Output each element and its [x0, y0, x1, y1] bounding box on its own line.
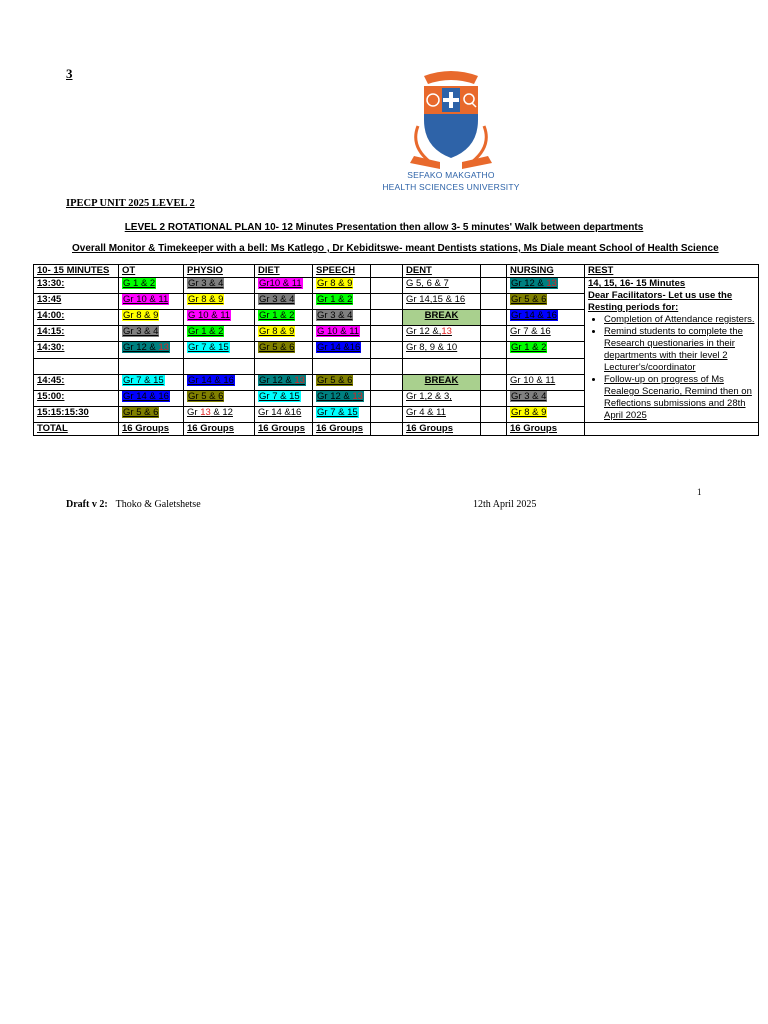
rest-duration: 14, 15, 16- 15 Minutes	[588, 278, 686, 289]
group-label: Gr 1 & 2	[259, 310, 295, 322]
group-cell	[403, 342, 481, 358]
group-number-red: 13	[158, 342, 169, 354]
rotation-table-body	[34, 265, 759, 436]
group-label: Gr 12 & 13	[123, 342, 169, 354]
group-cell	[481, 390, 507, 406]
group-cell	[119, 278, 184, 294]
group-label: G 1 & 2	[123, 278, 156, 289]
group-cell	[403, 390, 481, 406]
group-cell	[507, 374, 585, 390]
group-cell	[371, 342, 403, 358]
group-number-red: 13	[352, 390, 363, 402]
rest-bullet: • Follow-up on progress of Ms Realego Scenario, Remind then on Reflections submissions and 28th April 2025	[604, 374, 755, 422]
logo-text-line1: SEFAKO MAKGATHO	[407, 170, 495, 180]
time-cell: 15:00:	[34, 390, 119, 406]
group-cell	[403, 406, 481, 422]
group-label: Gr 8 & 9	[188, 294, 224, 306]
group-cell	[255, 406, 313, 422]
group-cell	[481, 326, 507, 342]
unit-title: IPECP UNIT 2025 LEVEL 2	[66, 198, 195, 209]
total-cell: 16 Groups	[184, 423, 255, 436]
group-label: Gr 7 & 15	[317, 406, 358, 418]
group-cell	[313, 390, 371, 406]
time-cell: 13:30:	[34, 278, 119, 294]
group-cell	[371, 278, 403, 294]
group-label: Gr10 & 11	[259, 278, 302, 289]
group-cell	[507, 294, 585, 310]
group-cell	[481, 374, 507, 390]
group-label: Gr 14 &16	[258, 406, 302, 418]
group-label: Gr 12 & 13	[259, 374, 305, 386]
group-cell	[313, 294, 371, 310]
group-label: G 5, 6 & 7	[406, 278, 449, 289]
plan-title: LEVEL 2 ROTATIONAL PLAN 10- 12 Minutes Presentation then allow 3- 5 minutes' Walk between departments	[124, 222, 644, 233]
group-cell	[403, 326, 481, 342]
group-cell	[119, 310, 184, 326]
time-cell: 14:00:	[34, 310, 119, 326]
group-cell	[119, 294, 184, 310]
group-cell	[255, 374, 313, 390]
group-label: Gr 10 & 11	[123, 294, 169, 306]
time-cell: 15:15:15:30	[34, 406, 119, 422]
group-label: Gr 5 & 6	[511, 294, 547, 306]
group-cell	[507, 390, 585, 406]
group-cell	[184, 390, 255, 406]
total-cell: 16 Groups	[507, 423, 585, 436]
group-cell	[507, 310, 585, 326]
group-cell	[371, 326, 403, 342]
group-cell: BREAK	[403, 374, 481, 390]
draft-date: 12th April 2025	[473, 499, 537, 510]
group-cell: BREAK	[403, 310, 481, 326]
rest-notes	[585, 278, 759, 423]
group-cell	[313, 326, 371, 342]
group-cell	[119, 358, 184, 374]
group-cell	[184, 326, 255, 342]
group-cell	[507, 278, 585, 294]
time-cell: 13:45	[34, 294, 119, 310]
header-cell: DENT	[403, 265, 481, 278]
group-label: Gr 3 & 4	[188, 278, 224, 289]
group-cell	[255, 294, 313, 310]
group-label: Gr 3 & 4	[511, 390, 547, 402]
rotation-table	[33, 264, 759, 436]
group-cell	[481, 406, 507, 422]
footer-page-number: 1	[697, 487, 702, 497]
group-cell	[255, 358, 313, 374]
group-cell	[313, 278, 371, 294]
rest-bullet: • Completion of Attendance registers.	[604, 314, 755, 326]
group-cell	[507, 358, 585, 374]
group-label: Gr 5 & 6	[317, 374, 353, 386]
group-cell	[403, 358, 481, 374]
total-cell: TOTAL	[34, 423, 119, 436]
group-cell	[184, 374, 255, 390]
group-cell	[255, 278, 313, 294]
rest-intro: Dear Facilitators- Let us use the Resting periods for:	[588, 290, 733, 313]
group-label: Gr 10 & 11	[510, 374, 556, 386]
group-cell	[119, 390, 184, 406]
total-cell: 16 Groups	[403, 423, 481, 436]
group-cell	[481, 342, 507, 358]
university-logo	[380, 66, 522, 196]
group-cell	[371, 374, 403, 390]
group-number-red: 13	[200, 406, 211, 418]
header-cell: DIET	[255, 265, 313, 278]
crest-icon	[380, 66, 522, 170]
total-cell	[371, 423, 403, 436]
group-label: Gr 3 & 4	[259, 294, 295, 306]
group-cell	[403, 294, 481, 310]
group-cell	[371, 406, 403, 422]
group-cell	[255, 310, 313, 326]
group-cell	[313, 342, 371, 358]
group-label: Gr 1 & 2	[317, 294, 353, 306]
group-label: Gr 3 & 4	[317, 310, 353, 322]
group-number-red: 13	[294, 374, 305, 386]
header-cell	[371, 265, 403, 278]
group-cell	[184, 342, 255, 358]
group-number-red: 13	[546, 278, 557, 289]
header-cell: SPEECH	[313, 265, 371, 278]
group-cell	[119, 342, 184, 358]
group-cell	[481, 294, 507, 310]
time-cell: 14:30:	[34, 342, 119, 358]
group-label: Gr 8 & 9	[123, 310, 159, 322]
logo-text-line2: HEALTH SCIENCES UNIVERSITY	[382, 182, 520, 192]
group-cell	[481, 358, 507, 374]
group-label: Gr 14,15 & 16	[406, 294, 466, 306]
group-cell	[313, 374, 371, 390]
group-cell	[184, 278, 255, 294]
group-cell	[507, 326, 585, 342]
group-label: Gr 7 & 15	[259, 390, 300, 402]
group-cell	[119, 374, 184, 390]
group-label: Gr 5 & 6	[259, 342, 295, 354]
rest-list	[588, 314, 755, 422]
group-label: Gr 7 & 15	[188, 342, 229, 354]
group-cell	[255, 342, 313, 358]
group-label: G 10 & 11	[188, 310, 231, 322]
total-row	[34, 423, 759, 436]
group-cell	[313, 406, 371, 422]
group-label: G 10 & 11	[317, 326, 360, 338]
group-label: Gr 1,2 & 3,	[406, 390, 452, 402]
group-label: Gr 1 & 2	[188, 326, 224, 338]
group-cell	[371, 310, 403, 326]
group-cell	[255, 326, 313, 342]
group-cell	[184, 294, 255, 310]
page-number: 3	[66, 66, 73, 81]
group-label: Gr 1 & 2	[511, 342, 547, 354]
header-cell	[481, 265, 507, 278]
group-label: Gr 3 & 4	[123, 326, 159, 338]
header-cell: 10- 15 MINUTES	[34, 265, 119, 278]
table-row	[34, 278, 759, 294]
group-label: Gr 12 & 13	[317, 390, 363, 402]
group-cell	[403, 278, 481, 294]
group-label: Gr 8 & 9	[259, 326, 295, 338]
group-label: Gr 14 & 16	[123, 390, 169, 402]
time-cell	[34, 358, 119, 374]
rest-bullet: • Remind students to complete the Research questionaries in their departments with their level 2 Lecturer's/coordinator	[604, 326, 755, 374]
group-cell	[371, 294, 403, 310]
group-cell	[313, 358, 371, 374]
group-cell	[507, 342, 585, 358]
group-cell	[371, 358, 403, 374]
group-label: Gr 12 & 13	[511, 278, 557, 289]
total-cell	[481, 423, 507, 436]
group-cell	[119, 406, 184, 422]
time-cell: 14:45:	[34, 374, 119, 390]
total-cell: 16 Groups	[255, 423, 313, 436]
group-label: Gr 12 &,13	[406, 326, 452, 338]
time-cell: 14:15:	[34, 326, 119, 342]
group-label: Gr 4 & 11	[406, 406, 446, 418]
group-label: Gr 14 & 16	[188, 374, 234, 386]
group-cell	[119, 326, 184, 342]
draft-label: Draft v 2:	[66, 499, 108, 510]
group-number-red: 13	[441, 326, 452, 338]
group-label: Gr 7 & 16	[510, 326, 551, 338]
group-label: Gr 8, 9 & 10	[406, 342, 458, 354]
header-cell: OT	[119, 265, 184, 278]
total-cell: 16 Groups	[119, 423, 184, 436]
authors: Thoko & Galetshetse	[115, 499, 201, 510]
header-cell: REST	[585, 265, 759, 278]
group-cell	[481, 278, 507, 294]
group-cell	[371, 390, 403, 406]
group-cell	[184, 358, 255, 374]
group-cell	[313, 310, 371, 326]
group-label: Gr 14 & 16	[511, 310, 557, 322]
group-label: Gr 14 &16	[317, 342, 361, 354]
draft-line	[66, 499, 201, 510]
table-header-row	[34, 265, 759, 278]
header-cell: NURSING	[507, 265, 585, 278]
group-cell	[184, 310, 255, 326]
monitor-line: Overall Monitor & Timekeeper with a bell: Ms Katlego , Dr Kebiditswe- meant Dentists stations, Ms Diale meant School of Health Science	[72, 243, 719, 254]
group-label: Gr 8 & 9	[317, 278, 353, 289]
group-cell	[255, 390, 313, 406]
group-label: Gr 8 & 9	[511, 406, 547, 418]
total-cell: 16 Groups	[313, 423, 371, 436]
group-cell	[507, 406, 585, 422]
group-label: Gr 13 & 12	[187, 406, 233, 418]
header-cell: PHYSIO	[184, 265, 255, 278]
group-label: Gr 5 & 6	[188, 390, 224, 402]
group-cell	[184, 406, 255, 422]
group-label: Gr 7 & 15	[123, 374, 164, 386]
group-cell	[481, 310, 507, 326]
total-cell	[585, 423, 759, 436]
group-label: Gr 5 & 6	[123, 406, 159, 418]
